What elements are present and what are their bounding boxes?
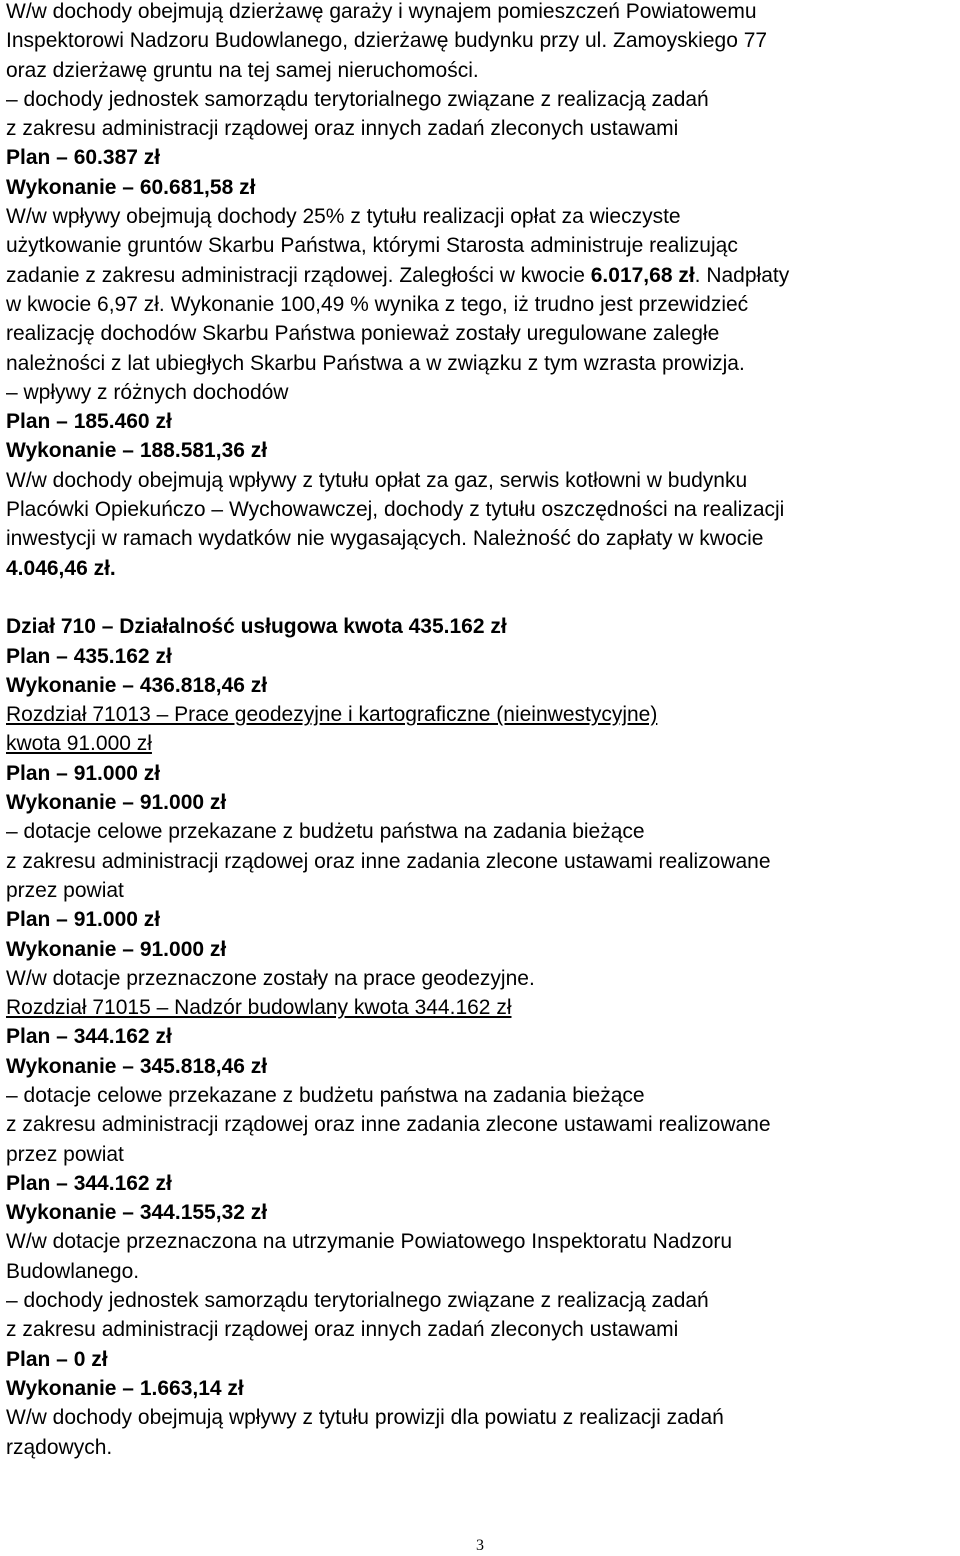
section-heading: przez powiat <box>6 878 124 902</box>
section-heading: – dotacje celowe przekazane z budżetu państwa na zadania bieżące <box>6 1083 645 1107</box>
page-number: 3 <box>476 1537 484 1554</box>
text-line: Placówki Opiekuńczo – Wychowawczej, dochody z tytułu oszczędności na realizacji <box>6 498 785 522</box>
document-page <box>6 0 956 1462</box>
text-segment: w kwocie 6,97 zł <box>6 292 159 316</box>
text-line: oraz dzierżawę gruntu na tej samej nieruchomości. <box>6 58 479 82</box>
text-line: rządowych. <box>6 1435 113 1459</box>
text-line: Budowlanego. <box>6 1259 140 1283</box>
text-line <box>6 290 956 319</box>
text-line: W/w dochody obejmują wpływy z tytułu opłat za gaz, serwis kotłowni w budynku <box>6 468 748 492</box>
plan-amount: Plan – 91.000 zł <box>6 908 161 932</box>
text-segment: zadanie z zakresu administracji rządowej. Zaległości w kwocie <box>6 263 591 287</box>
execution-amount: Wykonanie – 188.581,36 zł <box>6 439 268 463</box>
text-line: inwestycji w ramach wydatków nie wygasających. Należność do zapłaty w kwocie <box>6 527 764 551</box>
text-line: należności z lat ubiegłych Skarbu Państwa a w związku z tym wzrasta prowizja. <box>6 351 745 375</box>
section-heading: – dochody jednostek samorządu terytorialnego związane z realizacją zadań <box>6 1289 709 1313</box>
division-heading: Dział 710 – Działalność usługowa kwota 435.162 zł <box>6 615 507 639</box>
text-line: W/w dotacje przeznaczone zostały na prace geodezyjne. <box>6 966 535 990</box>
blank-line <box>6 583 956 612</box>
chapter-heading: kwota 91.000 zł <box>6 732 152 756</box>
section-heading: z zakresu administracji rządowej oraz innych zadań zleconych ustawami <box>6 117 679 141</box>
plan-amount: Plan – 435.162 zł <box>6 644 172 668</box>
section-heading: – wpływy z różnych dochodów <box>6 380 289 404</box>
plan-amount: Plan – 344.162 zł <box>6 1171 172 1195</box>
text-line: użytkowanie gruntów Skarbu Państwa, którymi Starosta administruje realizując <box>6 234 738 258</box>
section-heading: z zakresu administracji rządowej oraz inne zadania zlecone ustawami realizowane <box>6 849 771 873</box>
section-heading: przez powiat <box>6 1142 124 1166</box>
execution-amount: Wykonanie – 91.000 zł <box>6 791 227 815</box>
section-heading: z zakresu administracji rządowej oraz innych zadań zleconych ustawami <box>6 1318 679 1342</box>
text-segment: . Nadpłaty <box>694 263 790 287</box>
chapter-heading: Rozdział 71013 – Prace geodezyjne i kartograficzne (nieinwestycyjne) <box>6 703 658 727</box>
due-amount: 4.046,46 zł. <box>6 556 116 580</box>
execution-amount: Wykonanie – 60.681,58 zł <box>6 175 256 199</box>
chapter-heading: Rozdział 71015 – Nadzór budowlany kwota 344.162 zł <box>6 996 512 1020</box>
section-heading: z zakresu administracji rządowej oraz inne zadania zlecone ustawami realizowane <box>6 1113 771 1137</box>
text-line: realizację dochodów Skarbu Państwa ponieważ zostały uregulowane zaległe <box>6 322 720 346</box>
text-line: Inspektorowi Nadzoru Budowlanego, dzierżawę budynku przy ul. Zamoyskiego 77 <box>6 29 768 53</box>
section-heading: – dochody jednostek samorządu terytorialnego związane z realizacją zadań <box>6 87 709 111</box>
text-line <box>6 261 956 290</box>
text-line: W/w dochody obejmują dzierżawę garaży i wynajem pomieszczeń Powiatowemu <box>6 0 757 23</box>
text-line: W/w wpływy obejmują dochody 25% z tytułu realizacji opłat za wieczyste <box>6 205 681 229</box>
plan-amount: Plan – 0 zł <box>6 1347 108 1371</box>
section-heading: – dotacje celowe przekazane z budżetu państwa na zadania bieżące <box>6 820 645 844</box>
plan-amount: Plan – 60.387 zł <box>6 146 161 170</box>
plan-amount: Plan – 185.460 zł <box>6 410 172 434</box>
execution-amount: Wykonanie – 436.818,46 zł <box>6 673 268 697</box>
text-line: W/w dochody obejmują wpływy z tytułu prowizji dla powiatu z realizacji zadań <box>6 1406 724 1430</box>
execution-amount: Wykonanie – 1.663,14 zł <box>6 1376 244 1400</box>
text-segment: . Wykonanie 100,49 % wynika z tego, iż trudno jest przewidzieć <box>158 292 749 316</box>
execution-amount: Wykonanie – 345.818,46 zł <box>6 1054 268 1078</box>
plan-amount: Plan – 344.162 zł <box>6 1025 172 1049</box>
execution-amount: Wykonanie – 344.155,32 zł <box>6 1201 268 1225</box>
execution-amount: Wykonanie – 91.000 zł <box>6 937 227 961</box>
text-line: W/w dotacje przeznaczona na utrzymanie Powiatowego Inspektoratu Nadzoru <box>6 1230 733 1254</box>
plan-amount: Plan – 91.000 zł <box>6 761 161 785</box>
arrears-amount: 6.017,68 zł <box>590 263 695 287</box>
